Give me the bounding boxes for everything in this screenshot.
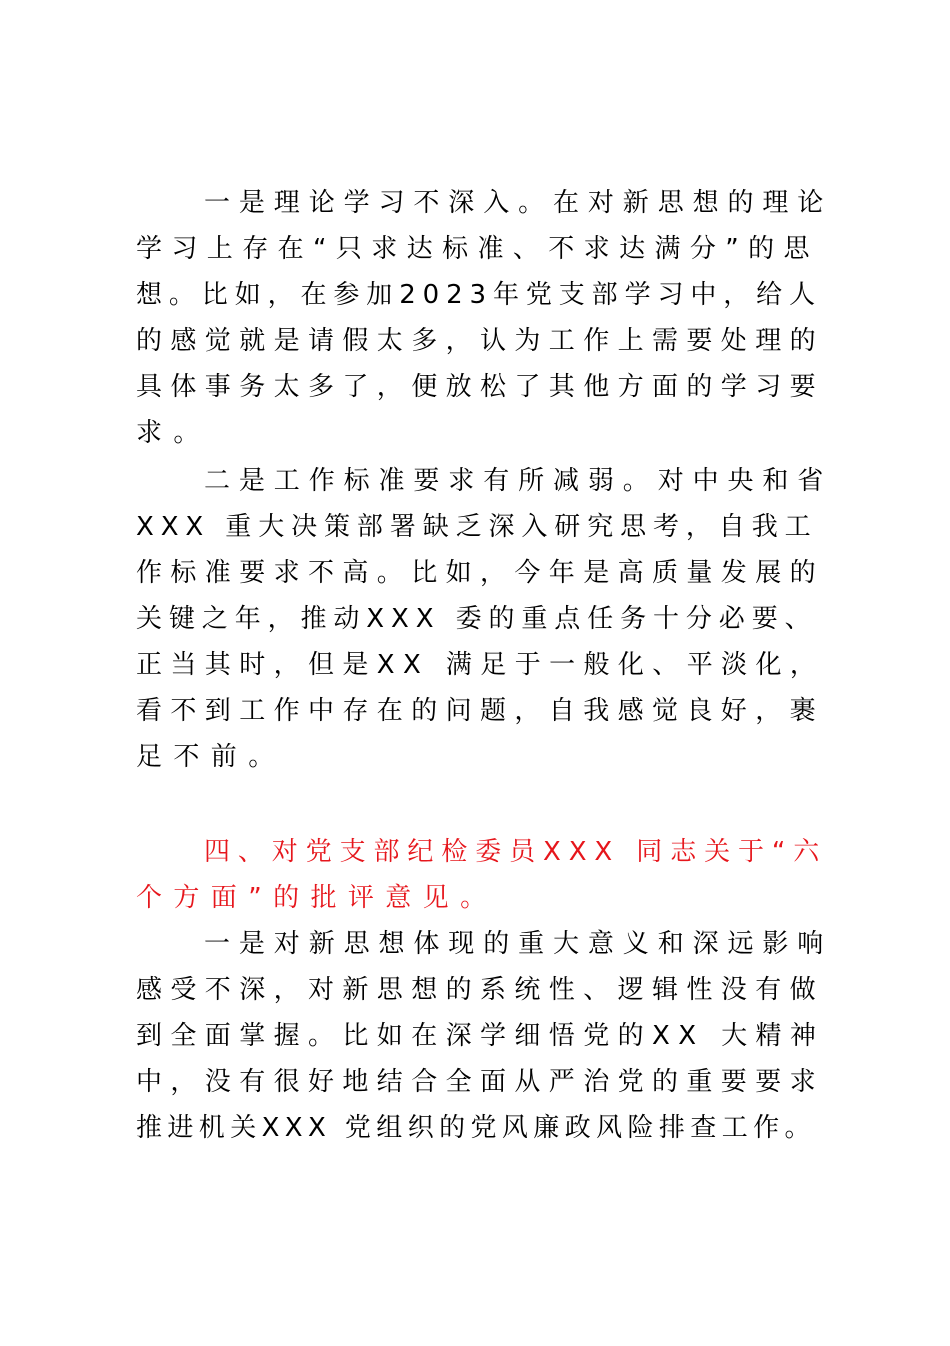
text-line: 关键之年，推动XXX 委的重点任务十分必要、 — [136, 604, 818, 634]
text-line: 中，没有很好地结合全面从严治党的重要要求 — [136, 1067, 825, 1097]
text-line: 一是理论学习不深入。在对新思想的理论 — [204, 188, 833, 218]
text-line: 到全面掌握。比如在深学细悟党的XX 大精神 — [136, 1021, 825, 1051]
text-line: 感受不深，对新思想的系统性、逻辑性没有做 — [136, 975, 825, 1005]
text-line: XXX 重大决策部署缺乏深入研究思考，自我工 — [136, 512, 818, 542]
text-line: 二是工作标准要求有所减弱。对中央和省 — [204, 466, 833, 496]
text-line: 想。比如，在参加2023年党支部学习中，给人 — [136, 280, 822, 310]
heading-line: 四、对党支部纪检委员XXX 同志关于“六 — [204, 837, 828, 867]
text-line: 的感觉就是请假太多，认为工作上需要处理的 — [136, 326, 825, 356]
text-line: 学习上存在“只求达标准、不求达满分”的思 — [136, 234, 819, 264]
text-line: 正当其时，但是XX 满足于一般化、平淡化， — [136, 650, 825, 680]
text-line: 作标准要求不高。比如，今年是高质量发展的 — [136, 558, 825, 588]
text-line: 一是对新思想体现的重大意义和深远影响 — [204, 929, 833, 959]
text-line: 足不前。 — [136, 742, 286, 772]
text-line: 看不到工作中存在的问题，自我感觉良好，裹 — [136, 696, 825, 726]
heading-line: 个方面”的批评意见。 — [136, 883, 498, 913]
text-line: 具体事务太多了，便放松了其他方面的学习要 — [136, 372, 825, 402]
text-line: 推进机关XXX 党组织的党风廉政风险排查工作。 — [136, 1113, 816, 1143]
text-line: 求。 — [136, 418, 211, 448]
